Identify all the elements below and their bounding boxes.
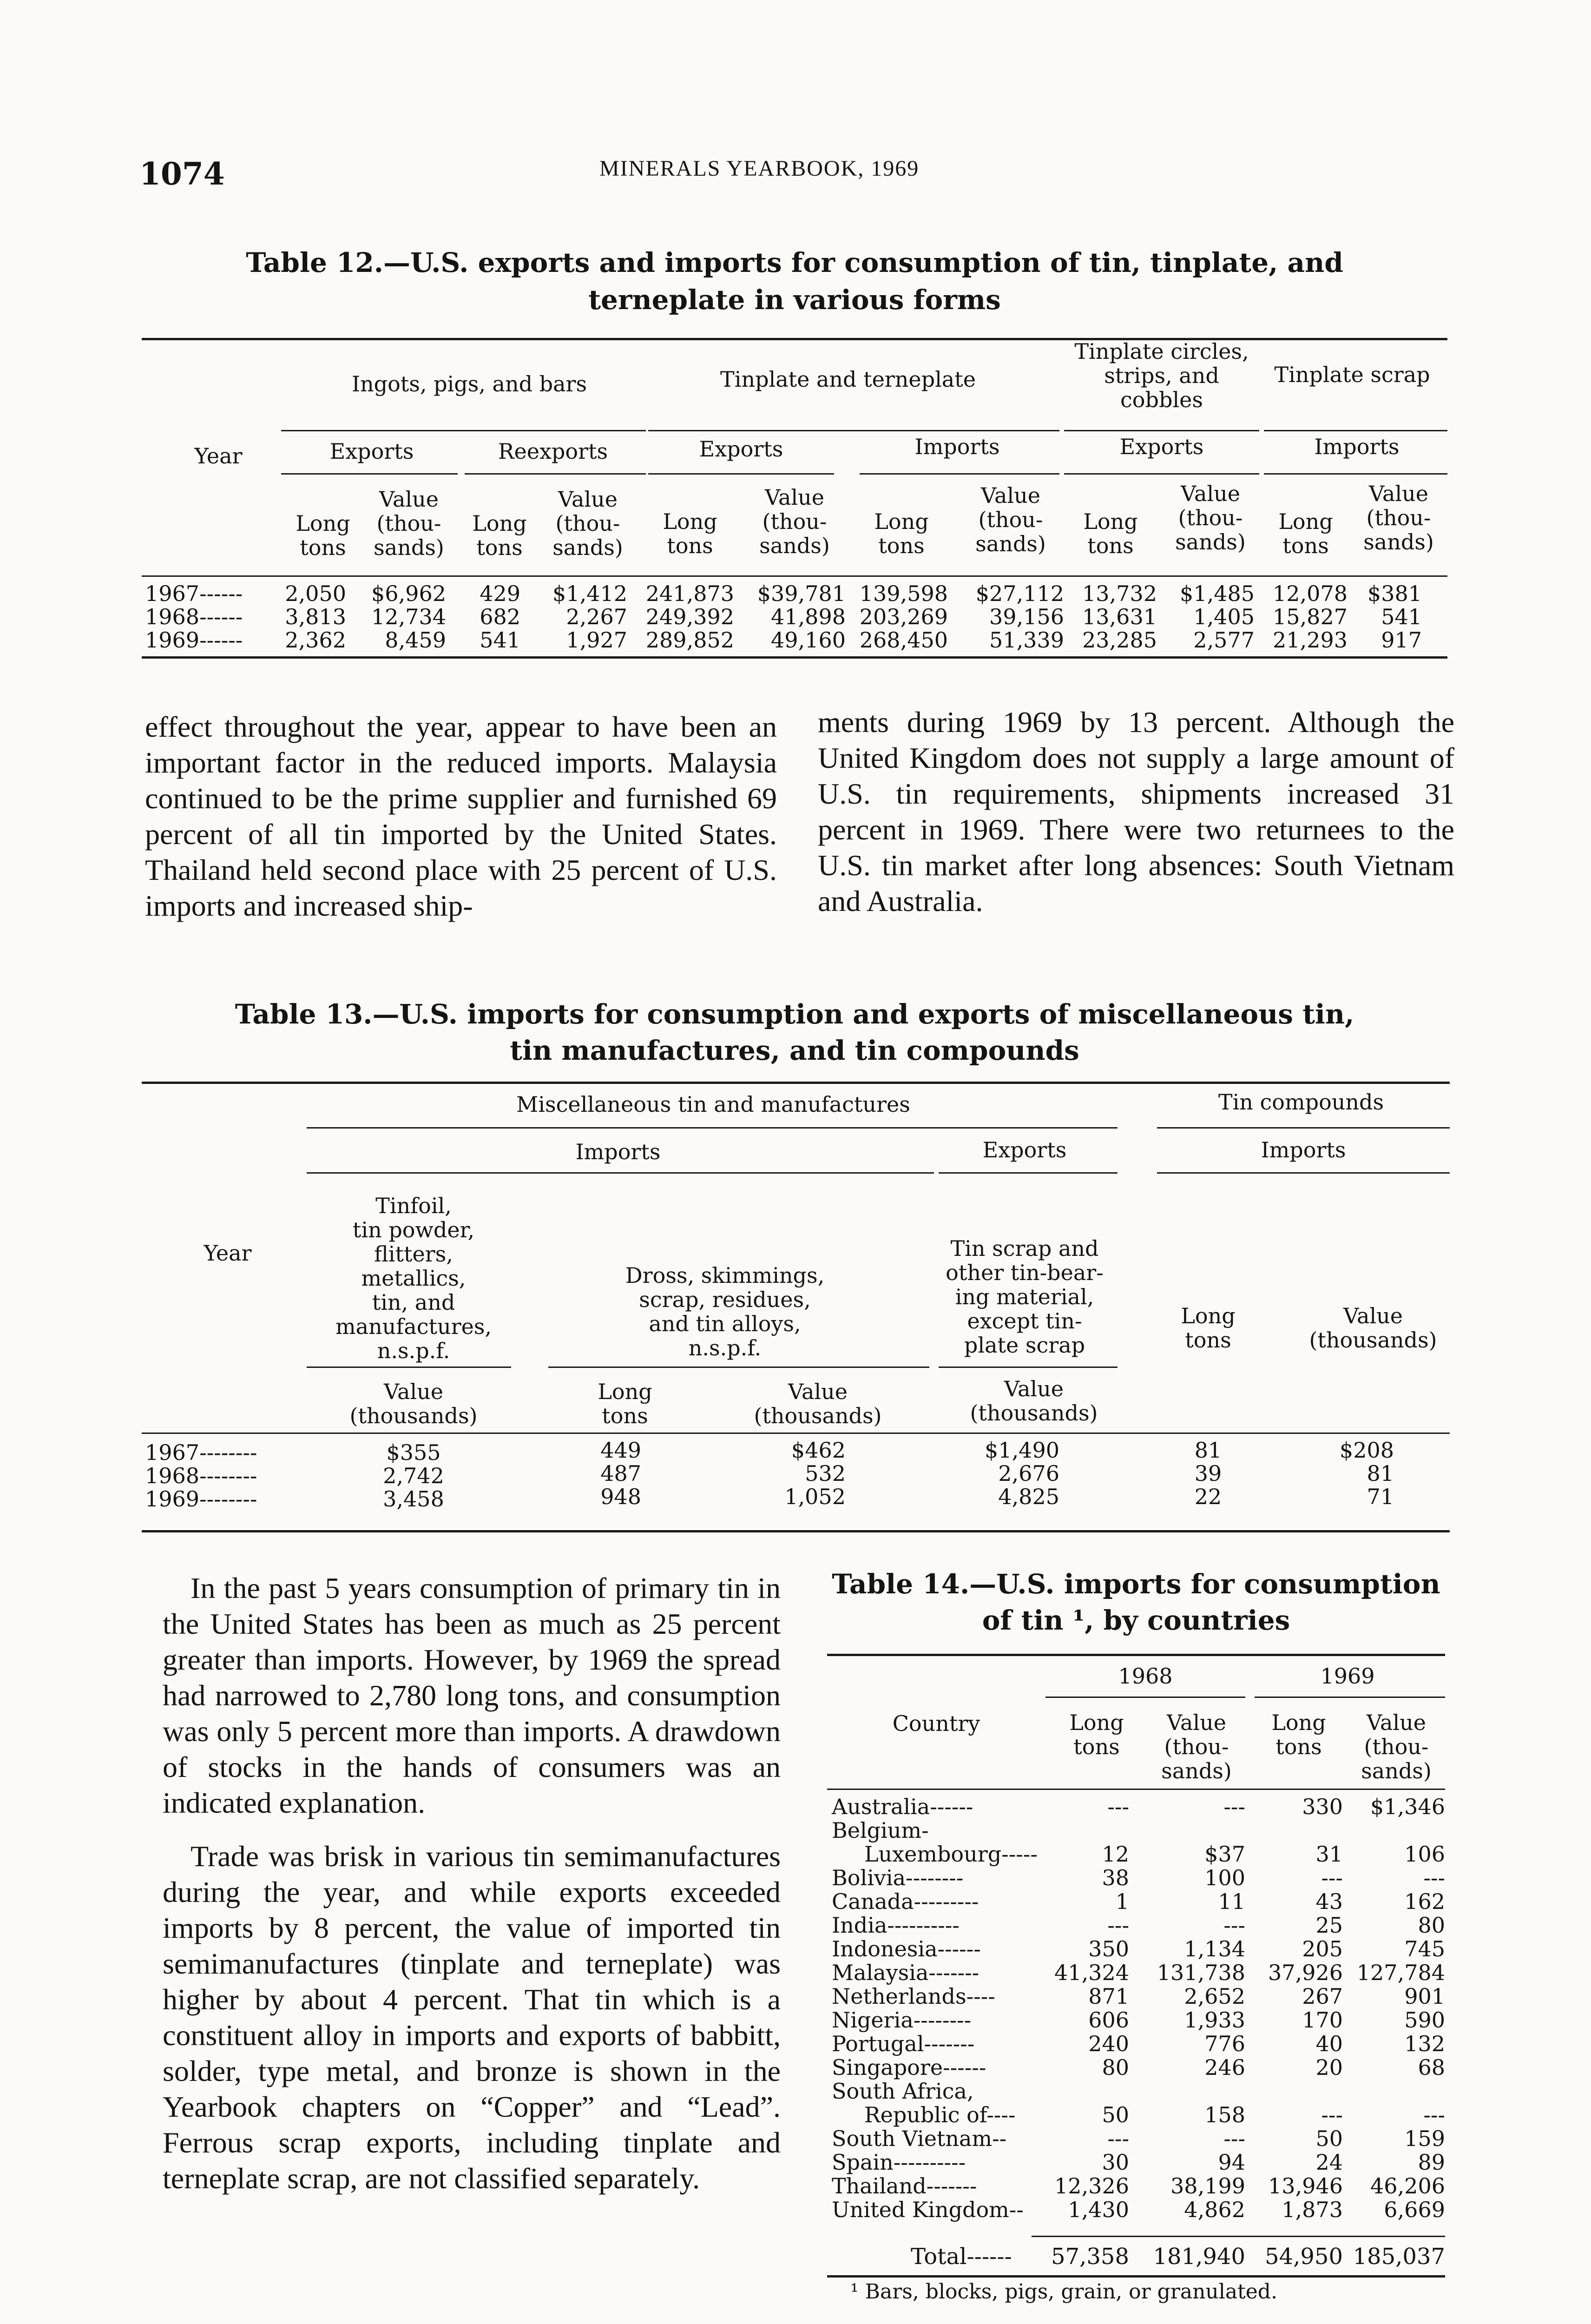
- t14-cell: 13,946: [1268, 2173, 1343, 2199]
- t14-year-1969: 1969: [1320, 1664, 1375, 1689]
- t13-sub-value-1: Value (thousands): [349, 1379, 478, 1428]
- t12-cell: 682: [480, 604, 520, 629]
- t14-col-value-1968: Value (thou- sands): [1161, 1710, 1232, 1783]
- t14-cell: 4,862: [1184, 2197, 1245, 2222]
- t12-cell: 1,405: [1193, 604, 1255, 629]
- t12-year: 1969------: [145, 627, 243, 653]
- t13-cell: 2,676: [998, 1461, 1059, 1486]
- t13-cell: 1,052: [784, 1484, 846, 1509]
- t12-cell: 39,156: [989, 604, 1064, 629]
- t14-cell: 41,324: [1054, 1960, 1129, 1985]
- t12-cell: 268,450: [859, 627, 948, 653]
- t12-cell: 15,827: [1273, 604, 1348, 629]
- t14-country: Bolivia--------: [832, 1865, 964, 1890]
- t14-cell: ---: [1321, 1865, 1343, 1890]
- t14-cell: 776: [1204, 2031, 1245, 2056]
- t13-sub-imports: Imports: [575, 1139, 661, 1164]
- t13-col-tinfoil: Tinfoil, tin powder, flitters, metallics, tin, and manufactures, n.s.p.f.: [335, 1193, 492, 1363]
- t14-cell: ---: [1321, 2102, 1343, 2127]
- t14-total-cell: 185,037: [1353, 2244, 1445, 2270]
- t12-sub-exports-1: Exports: [329, 439, 414, 464]
- t14-cell: 80: [1418, 1913, 1445, 1938]
- t13-cell: 948: [600, 1484, 641, 1509]
- t14-total-cell: 54,950: [1265, 2244, 1343, 2270]
- paragraph: In the past 5 years consumption of primary tin in the United States has been as much as 25 percent greater than imports. However, by 1969 the spread had narrowed to 2,780 long tons, and consumption was only 5 percent more than imports. A drawdown of stocks in the hands of consumers was an indicated explanation.: [163, 1571, 781, 1819]
- t14-col-long-1968: Long tons: [1069, 1710, 1124, 1759]
- t14-cell: 590: [1404, 2007, 1445, 2033]
- t12-sub-imports-1: Imports: [914, 434, 1000, 459]
- t13-cell: $1,490: [985, 1438, 1059, 1463]
- t14-country: Canada---------: [832, 1889, 979, 1914]
- t14-cell: 246: [1204, 2055, 1245, 2080]
- paragraph: effect throughout the year, appear to have been an important factor in the reduced imports. Malaysia continued to be the prime supplier and furnished 69 percent of all tin imported by the United States. Thailand held second place with 25 percent of U.S. imports and increased ship-: [145, 710, 777, 922]
- t14-country: India----------: [832, 1913, 960, 1938]
- t12-col-long-1: Long tons: [296, 511, 350, 560]
- t14-cell: 162: [1404, 1889, 1445, 1914]
- t14-cell: 12: [1102, 1842, 1129, 1867]
- table-13-title-line1: Table 13.—U.S. imports for consumption and exports of miscellaneous tin,: [235, 998, 1354, 1030]
- t14-country-header: Country: [892, 1711, 980, 1736]
- t14-cell: 37,926: [1268, 1960, 1343, 1985]
- running-title: MINERALS YEARBOOK, 1969: [599, 156, 920, 181]
- t14-cell: 205: [1302, 1936, 1343, 1961]
- t13-sub-value-3: Value (thousands): [970, 1376, 1098, 1426]
- t12-cell: $381: [1367, 581, 1422, 606]
- t14-cell: ---: [1423, 2102, 1445, 2127]
- t13-year: 1968--------: [145, 1463, 257, 1488]
- t13-cell: 4,825: [998, 1484, 1059, 1509]
- t14-country: Nigeria--------: [832, 2007, 972, 2033]
- t14-country: Spain----------: [832, 2150, 966, 2175]
- t14-cell: 132: [1404, 2031, 1445, 2056]
- t14-country: Malaysia-------: [832, 1960, 980, 1985]
- t12-cell: 917: [1381, 627, 1422, 653]
- t13-col-long-compounds: Long tons: [1181, 1303, 1236, 1353]
- t14-col-long-1969: Long tons: [1271, 1710, 1326, 1759]
- t14-cell: 267: [1302, 1984, 1343, 2009]
- t13-group-misc: Miscellaneous tin and manufactures: [516, 1092, 910, 1117]
- t14-cell: 30: [1102, 2150, 1129, 2175]
- t13-year: 1967--------: [145, 1440, 257, 1465]
- t12-cell: 21,293: [1273, 627, 1348, 653]
- t13-col-scrap: Tin scrap and other tin-bear- ing material, except tin- plate scrap: [946, 1236, 1104, 1358]
- t14-cell: 46,206: [1370, 2173, 1445, 2199]
- t14-cell: 80: [1102, 2055, 1129, 2080]
- t14-cell: 38: [1102, 1865, 1129, 1890]
- t14-cell: 158: [1204, 2102, 1245, 2127]
- t12-col-value-4: Value (thou- sands): [975, 483, 1046, 556]
- t14-cell: 11: [1218, 1889, 1245, 1914]
- t14-country: Portugal-------: [832, 2031, 975, 2056]
- t13-group-compounds: Tin compounds: [1218, 1089, 1384, 1115]
- t14-cell: 1,873: [1282, 2197, 1343, 2222]
- t12-cell: 51,339: [989, 627, 1064, 653]
- t13-year: 1969--------: [145, 1486, 257, 1512]
- t12-cell: 2,267: [566, 604, 627, 629]
- t13-cell: 39: [1194, 1461, 1222, 1486]
- t12-cell: 23,285: [1082, 627, 1157, 653]
- t14-cell: 745: [1404, 1936, 1445, 1961]
- t14-cell: $1,346: [1370, 1794, 1445, 1819]
- t14-country: Australia------: [832, 1794, 973, 1819]
- t12-cell: $1,412: [552, 581, 627, 606]
- t14-cell: ---: [1223, 1913, 1245, 1938]
- t12-cell: 49,160: [771, 627, 846, 653]
- t12-cell: $39,781: [757, 581, 846, 606]
- t14-cell: 38,199: [1170, 2173, 1245, 2199]
- body-text-column-right: [818, 704, 1454, 919]
- t13-cell: $355: [386, 1440, 441, 1465]
- t13-cell: 487: [600, 1461, 641, 1486]
- t14-country: Republic of----: [864, 2102, 1016, 2127]
- t12-sub-imports-2: Imports: [1314, 434, 1400, 459]
- t12-group-scrap: Tinplate scrap: [1274, 362, 1430, 387]
- t14-cell: ---: [1423, 1865, 1445, 1890]
- t13-cell: $462: [791, 1438, 846, 1463]
- t13-cell: 532: [805, 1461, 846, 1486]
- t13-col-value-compounds: Value (thousands): [1309, 1303, 1437, 1353]
- t12-col-value-6: Value (thou- sands): [1363, 481, 1434, 555]
- t14-cell: 68: [1418, 2055, 1445, 2080]
- t12-col-value-5: Value (thou- sands): [1175, 481, 1246, 555]
- t14-cell: 20: [1315, 2055, 1343, 2080]
- t14-cell: 31: [1315, 1842, 1343, 1867]
- t13-sub-exports: Exports: [982, 1137, 1067, 1162]
- t12-cell: 541: [480, 627, 520, 653]
- t14-cell: 50: [1102, 2102, 1129, 2127]
- t13-sub-long: Long tons: [598, 1379, 652, 1428]
- t14-cell: 1,430: [1068, 2197, 1129, 2222]
- t12-cell: 2,050: [285, 581, 346, 606]
- t12-cell: 3,813: [285, 604, 346, 629]
- t13-year-header: Year: [204, 1241, 252, 1266]
- t14-cell: 24: [1315, 2150, 1343, 2175]
- t12-col-value-2: Value (thou- sands): [552, 487, 623, 560]
- t14-cell: 170: [1302, 2007, 1343, 2033]
- t14-country: United Kingdom--: [832, 2197, 1024, 2222]
- t12-year: 1968------: [145, 604, 243, 629]
- t14-cell: 127,784: [1356, 1960, 1445, 1985]
- t12-cell: 13,631: [1082, 604, 1157, 629]
- page-number: 1074: [139, 156, 225, 192]
- t14-cell: 1,933: [1184, 2007, 1245, 2033]
- t14-country: Indonesia------: [832, 1936, 981, 1961]
- t14-cell: ---: [1107, 2126, 1129, 2151]
- t14-cell: ---: [1107, 1794, 1129, 1819]
- t14-col-value-1969: Value (thou- sands): [1361, 1710, 1432, 1783]
- t14-cell: 106: [1404, 1842, 1445, 1867]
- t13-cell: 2,742: [383, 1463, 444, 1488]
- t12-sub-exports-3: Exports: [1119, 434, 1204, 459]
- t13-cell: 81: [1367, 1461, 1394, 1486]
- t12-cell: 429: [480, 581, 520, 606]
- t12-cell: 203,269: [859, 604, 948, 629]
- t12-sub-reexports: Reexports: [498, 439, 608, 464]
- t13-cell: $208: [1339, 1438, 1394, 1463]
- t13-cell: 3,458: [383, 1486, 444, 1512]
- t12-cell: $1,485: [1180, 581, 1255, 606]
- t12-col-long-5: Long tons: [1083, 509, 1138, 558]
- t14-total-cell: 57,358: [1051, 2244, 1129, 2270]
- t14-country: Netherlands----: [832, 1984, 995, 2009]
- table-14-title-line1: Table 14.—U.S. imports for consumption: [832, 1568, 1440, 1600]
- t12-group-circles: Tinplate circles, strips, and cobbles: [1074, 339, 1249, 412]
- table-12-title-line1: Table 12.—U.S. exports and imports for consumption of tin, tinplate, and: [246, 247, 1343, 278]
- t14-cell: ---: [1107, 1913, 1129, 1938]
- t14-cell: 159: [1404, 2126, 1445, 2151]
- paragraph: Trade was brisk in various tin semimanufactures during the year, and while exports exceeded imports by 8 percent, the value of imported tin semimanufactures (tinplate and terneplate) was higher by about 4 percent. That tin which is a constituent alloy in imports and exports of babbitt, solder, type metal, and bronze is shown in the Yearbook chapters on “Copper” and “Lead”. Ferrous scrap exports, including tinplate and terneplate scrap, are not classified separately.: [163, 1840, 781, 2195]
- t14-country: Thailand-------: [832, 2173, 977, 2199]
- t14-country: Belgium-: [832, 1818, 929, 1843]
- t12-cell: 41,898: [771, 604, 846, 629]
- t14-cell: 240: [1088, 2031, 1129, 2056]
- t12-cell: 139,598: [859, 581, 948, 606]
- t14-cell: 1,134: [1184, 1936, 1245, 1961]
- t13-cell: 81: [1194, 1438, 1222, 1463]
- t12-cell: $6,962: [371, 581, 446, 606]
- t12-cell: 2,362: [285, 627, 346, 653]
- t12-col-long-4: Long tons: [874, 509, 929, 558]
- t12-group-ingots: Ingots, pigs, and bars: [351, 371, 587, 396]
- table-14-title-line2: of tin ¹, by countries: [982, 1604, 1290, 1636]
- t14-footnote: ¹ Bars, blocks, pigs, grain, or granulated.: [850, 2280, 1277, 2304]
- t14-cell: ---: [1223, 1794, 1245, 1819]
- t13-cell: 22: [1194, 1484, 1222, 1509]
- t14-cell: 2,652: [1184, 1984, 1245, 2009]
- body-text-left-bottom: [163, 1570, 781, 2196]
- t14-cell: 901: [1404, 1984, 1445, 2009]
- t14-cell: ---: [1223, 2126, 1245, 2151]
- t14-cell: $37: [1204, 1842, 1245, 1867]
- t14-cell: 606: [1088, 2007, 1129, 2033]
- t14-cell: 25: [1315, 1913, 1343, 1938]
- t14-country: South Vietnam--: [832, 2126, 1007, 2151]
- t14-cell: 6,669: [1384, 2197, 1445, 2222]
- t12-cell: $27,112: [975, 581, 1064, 606]
- table-12-title-line2: terneplate in various forms: [588, 284, 1001, 316]
- t14-cell: 40: [1315, 2031, 1343, 2056]
- t14-country: South Africa,: [832, 2079, 974, 2104]
- t12-cell: 12,734: [371, 604, 446, 629]
- t12-cell: 8,459: [385, 627, 446, 653]
- t12-cell: 541: [1381, 604, 1422, 629]
- t12-col-value-3: Value (thou- sands): [759, 485, 830, 558]
- t12-sub-exports-2: Exports: [699, 436, 783, 462]
- t14-cell: 89: [1418, 2150, 1445, 2175]
- t14-country: Luxembourg-----: [864, 1842, 1038, 1867]
- t12-col-long-6: Long tons: [1278, 509, 1333, 558]
- t12-cell: 241,873: [645, 581, 734, 606]
- body-text-column-left: [145, 709, 777, 924]
- t12-col-long-2: Long tons: [472, 511, 527, 560]
- t14-cell: 330: [1302, 1794, 1343, 1819]
- t13-sub-imports-compounds: Imports: [1261, 1137, 1346, 1162]
- t14-cell: 350: [1088, 1936, 1129, 1961]
- t14-country: Singapore------: [832, 2055, 986, 2080]
- t12-col-value-1: Value (thou- sands): [374, 487, 444, 560]
- paragraph: ments during 1969 by 13 percent. Although the United Kingdom does not supply a large amount of U.S. tin requirements, shipments increased 31 percent in 1969. There were two returnees to the U.S. tin market after long absences: South Vietnam and Australia.: [818, 706, 1454, 918]
- t13-sub-value-2: Value (thousands): [754, 1379, 882, 1428]
- t14-cell: 12,326: [1054, 2173, 1129, 2199]
- t13-col-dross: Dross, skimmings, scrap, residues, and tin alloys, n.s.p.f.: [625, 1263, 825, 1360]
- t14-total-label: Total------: [911, 2244, 1012, 2270]
- t12-group-tinplate: Tinplate and terneplate: [720, 367, 976, 392]
- t14-cell: 1: [1115, 1889, 1129, 1914]
- t12-cell: 1,927: [566, 627, 627, 653]
- t14-cell: 43: [1315, 1889, 1343, 1914]
- t12-cell: 249,392: [645, 604, 734, 629]
- t14-year-1968: 1968: [1118, 1664, 1173, 1689]
- t12-cell: 2,577: [1193, 627, 1255, 653]
- t12-year-header: Year: [194, 443, 243, 469]
- t12-year: 1967------: [145, 581, 243, 606]
- t12-cell: 13,732: [1082, 581, 1157, 606]
- t13-cell: 71: [1367, 1484, 1394, 1509]
- t13-cell: 449: [600, 1438, 641, 1463]
- t14-cell: 94: [1218, 2150, 1245, 2175]
- t14-cell: 871: [1088, 1984, 1129, 2009]
- t12-col-long-3: Long tons: [663, 509, 717, 558]
- t14-cell: 50: [1315, 2126, 1343, 2151]
- t12-cell: 289,852: [645, 627, 734, 653]
- table-13-title-line2: tin manufactures, and tin compounds: [510, 1035, 1079, 1066]
- t14-total-cell: 181,940: [1153, 2244, 1245, 2270]
- t12-cell: 12,078: [1273, 581, 1348, 606]
- t14-cell: 131,738: [1157, 1960, 1245, 1985]
- t14-cell: 100: [1204, 1865, 1245, 1890]
